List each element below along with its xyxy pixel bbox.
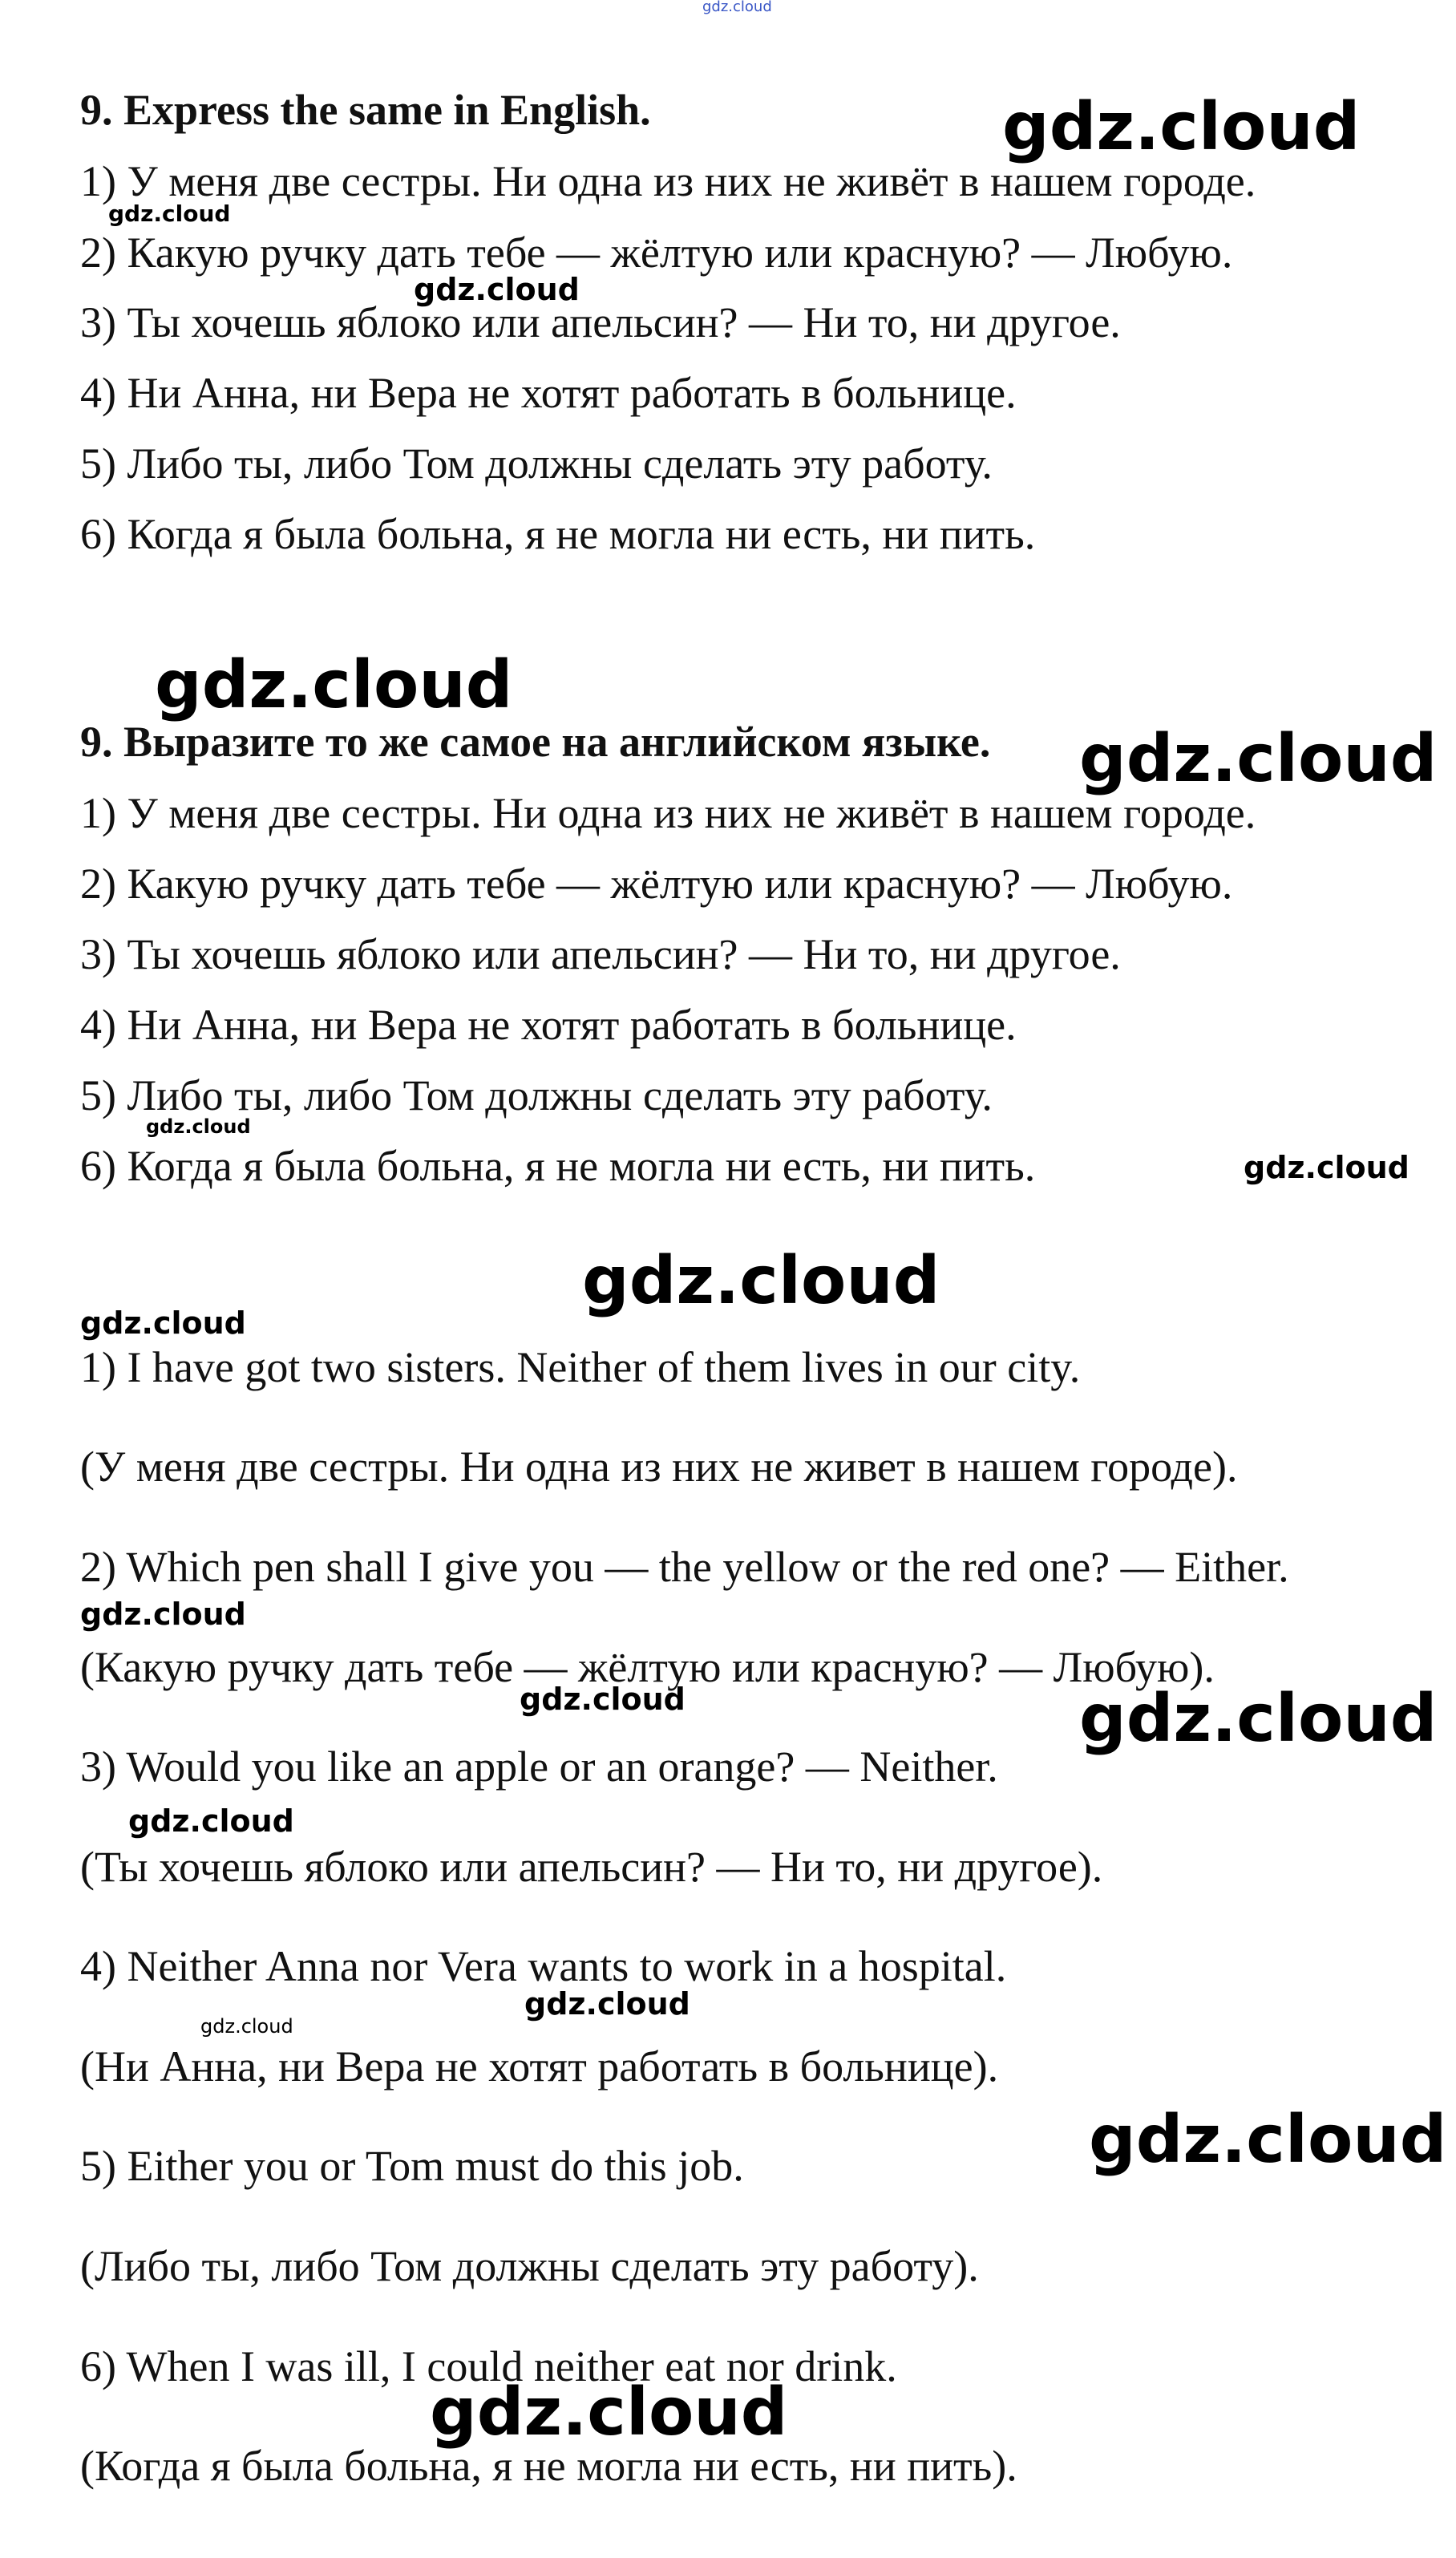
watermark: gdz.cloud [430,2374,788,2451]
answer-6-en: 6) When I was ill, I could neither eat nor drink. [80,2342,897,2390]
answer-6-ru: (Когда я была больна, я не могла ни есть, ни пить). [80,2442,1017,2490]
task-en-item-4: 4) Ни Анна, ни Вера не хотят работать в больнице. [80,369,1017,417]
task-en-item-6: 6) Когда я была больна, я не могла ни есть, ни пить. [80,510,1036,558]
task-ru-item-4: 4) Ни Анна, ни Вера не хотят работать в больнице. [80,1001,1017,1049]
task-en-item-1: 1) У меня две сестры. Ни одна из них не живёт в нашем городе. [80,157,1256,205]
watermark-top: gdz.cloud [702,0,772,15]
watermark: gdz.cloud [1079,1681,1438,1757]
watermark: gdz.cloud [414,272,580,307]
watermark: gdz.cloud [80,1597,246,1632]
watermark: gdz.cloud [1002,89,1361,165]
answer-1-ru: (У меня две сестры. Ни одна из них не живет в нашем городе). [80,1443,1238,1491]
task-en-item-2: 2) Какую ручку дать тебе — жёлтую или красную? — Любую. [80,229,1233,277]
watermark: gdz.cloud [524,1986,690,2022]
task-ru-item-5: 5) Либо ты, либо Том должны сделать эту работу. [80,1071,993,1119]
watermark: gdz.cloud [1079,721,1438,797]
answer-4-ru: (Ни Анна, ни Вера не хотят работать в больнице). [80,2042,999,2091]
watermark: gdz.cloud [1089,2102,1447,2178]
answer-5-ru: (Либо ты, либо Том должны сделать эту работу). [80,2242,979,2290]
task-title-ru: 9. Выразите то же самое на английском языке. [80,718,991,766]
task-en-item-3: 3) Ты хочешь яблоко или апельсин? — Ни то, ни другое. [80,298,1121,346]
answer-3-ru: (Ты хочешь яблоко или апельсин? — Ни то, ни другое). [80,1843,1103,1891]
task-ru-item-3: 3) Ты хочешь яблоко или апельсин? — Ни то, ни другое. [80,930,1121,978]
task-title-en: 9. Express the same in English. [80,86,651,134]
watermark: gdz.cloud [80,1305,246,1341]
watermark: gdz.cloud [1244,1150,1409,1185]
watermark: gdz.cloud [146,1115,251,1138]
watermark: gdz.cloud [155,647,513,723]
task-en-item-5: 5) Либо ты, либо Том должны сделать эту работу. [80,439,993,488]
watermark: gdz.cloud [200,2015,293,2038]
task-ru-item-1: 1) У меня две сестры. Ни одна из них не живёт в нашем городе. [80,789,1256,837]
watermark: gdz.cloud [582,1243,940,1319]
task-ru-item-6: 6) Когда я была больна, я не могла ни есть, ни пить. [80,1142,1036,1190]
watermark: gdz.cloud [520,1682,686,1717]
task-ru-item-2: 2) Какую ручку дать тебе — жёлтую или красную? — Любую. [80,860,1233,908]
answer-1-en: 1) I have got two sisters. Neither of them lives in our city. [80,1343,1081,1391]
answer-3-en: 3) Would you like an apple or an orange? — Neither. [80,1742,998,1791]
answer-2-ru: (Какую ручку дать тебе — жёлтую или красную? — Любую). [80,1643,1215,1691]
answer-4-en: 4) Neither Anna nor Vera wants to work in a hospital. [80,1942,1007,1990]
answer-2-en: 2) Which pen shall I give you — the yellow or the red one? — Either. [80,1543,1289,1591]
watermark: gdz.cloud [128,1803,294,1839]
watermark: gdz.cloud [108,200,231,227]
answer-5-en: 5) Either you or Tom must do this job. [80,2142,744,2190]
